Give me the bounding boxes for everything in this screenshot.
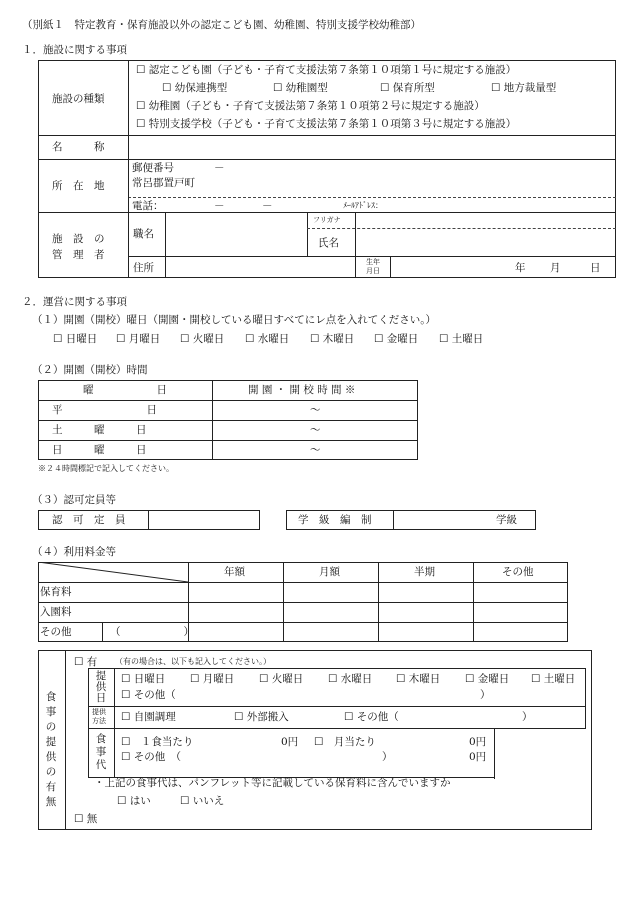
type-option-yochien[interactable]: ☐ 幼稚園（子ども・子育て支援法第７条第１０項第２号に規定する施設）: [136, 100, 485, 112]
hours-saturday-tilde[interactable]: ～: [310, 424, 321, 436]
postal-label: 郵便番号: [132, 162, 174, 174]
fee-col-halfyear: 半期: [414, 566, 435, 578]
address-label: 所 在 地: [52, 180, 105, 192]
birth-label-2: 月日: [366, 267, 380, 275]
hours-row-sunday: 日 曜 日: [52, 444, 147, 456]
meal-day-friday[interactable]: ☐ 金曜日: [465, 673, 510, 685]
manager-label-1: 施 設 の: [52, 233, 105, 245]
meal-per-meal[interactable]: ☐ １食当たり: [121, 736, 194, 748]
hours-row-weekday: 平 日: [52, 404, 157, 416]
fee-other-paren[interactable]: （ ）: [110, 626, 194, 638]
address-town: 常呂郡置戸町: [132, 177, 195, 189]
day-sunday[interactable]: ☐ 日曜日: [53, 333, 98, 345]
open-days-title: （１）開園（開校）曜日（開園・開校している曜日すべてにレ点を入れてください。）: [32, 314, 437, 326]
capacity-field[interactable]: [150, 512, 258, 528]
meal-day-monday[interactable]: ☐ 月曜日: [190, 673, 235, 685]
tel-dash-1: －: [214, 200, 225, 212]
meal-yes[interactable]: ☐ 有: [74, 656, 98, 668]
name-field[interactable]: [130, 140, 614, 156]
hours-note: ※２４時間標記で記入してください。: [38, 464, 174, 473]
fee-col-monthly: 月額: [319, 566, 340, 578]
hours-title: （２）開園（開校）時間: [32, 364, 148, 376]
section2-title: ２．運営に関する事項: [22, 296, 127, 308]
hours-weekday-tilde[interactable]: ～: [310, 404, 321, 416]
day-saturday[interactable]: ☐ 土曜日: [439, 333, 484, 345]
meal-cost-other-close: ）: [382, 751, 393, 763]
day-monday[interactable]: ☐ 月曜日: [116, 333, 161, 345]
meal-day-saturday[interactable]: ☐ 土曜日: [531, 673, 576, 685]
type-option-kodomoen[interactable]: ☐ 認定こども園（子ども・子育て支援法第７条第１０項第１号に規定する施設）: [136, 64, 517, 76]
fees-header-diagonal: [38, 562, 188, 582]
meal-per-month[interactable]: ☐ 月当たり: [314, 736, 376, 748]
meal-method-other-close: ）: [522, 711, 533, 723]
meal-cost-gap: [494, 729, 586, 779]
document-header: （別紙１ 特定教育・保育施設以外の認定こども園、幼稚園、特別支援学校幼稚部）: [22, 19, 421, 31]
subtype-chiho[interactable]: ☐ 地方裁量型: [491, 82, 557, 94]
birth-day: 日: [590, 262, 601, 274]
meal-included-yes[interactable]: ☐ はい: [117, 795, 151, 807]
meal-method-outside[interactable]: ☐ 外部搬入: [234, 711, 289, 723]
meal-cost-other-value: 0円: [469, 751, 487, 763]
fee-row-childcare: 保育料: [40, 586, 72, 598]
meal-label: 食事の提供の有無: [45, 691, 57, 808]
fees-title: （４）利用料金等: [32, 546, 116, 558]
meal-day-thursday[interactable]: ☐ 木曜日: [396, 673, 441, 685]
subtype-hoikusho[interactable]: ☐ 保育所型: [380, 82, 435, 94]
class-label: 学 級 編 制: [298, 514, 372, 526]
hours-sunday-tilde[interactable]: ～: [310, 444, 321, 456]
manager-label-2: 管 理 者: [52, 249, 105, 261]
meal-day-tuesday[interactable]: ☐ 火曜日: [259, 673, 304, 685]
meal-yes-note: （有の場合は、以下も記入してください。）: [115, 657, 271, 666]
postal-dash: －: [214, 162, 225, 174]
meal-day-other-close: ）: [480, 689, 491, 701]
subtype-yohoren[interactable]: ☐ 幼保連携型: [162, 82, 228, 94]
type-option-tokubetsu[interactable]: ☐ 特別支援学校（子ども・子育て支援法第７条第１０項第３号に規定する施設）: [136, 118, 517, 130]
meal-per-month-value: 0円: [469, 736, 487, 748]
day-thursday[interactable]: ☐ 木曜日: [310, 333, 355, 345]
meal-method-other[interactable]: ☐ その他（: [344, 711, 399, 723]
fee-col-other: その他: [502, 566, 534, 578]
tel-label: 電話：: [132, 200, 164, 212]
day-tuesday[interactable]: ☐ 火曜日: [180, 333, 225, 345]
meal-day-sunday[interactable]: ☐ 日曜日: [121, 673, 166, 685]
meal-method-self[interactable]: ☐ 自園調理: [121, 711, 176, 723]
birth-year: 年: [515, 262, 526, 274]
day-friday[interactable]: ☐ 金曜日: [374, 333, 419, 345]
hours-head-time: 開 園 ・ 開 校 時 間 ※: [248, 384, 356, 396]
meal-method-label-2: 方法: [92, 717, 106, 725]
class-unit: 学級: [496, 514, 517, 526]
furigana-label: フリガナ: [313, 216, 341, 224]
meal-day-label: 提供日: [95, 670, 107, 704]
birth-month: 月: [550, 262, 561, 274]
tel-dash-2: －: [262, 200, 273, 212]
birth-label-1: 生年: [366, 258, 380, 266]
fee-row-admission: 入園料: [40, 606, 72, 618]
day-wednesday[interactable]: ☐ 水曜日: [245, 333, 290, 345]
fee-row-other: その他: [40, 626, 72, 638]
hours-row-saturday: 土 曜 日: [52, 424, 147, 436]
meal-no[interactable]: ☐ 無: [74, 813, 98, 825]
meal-included-question: ・上記の食事代は、パンフレット等に記載している保育料に含んでいますか: [94, 777, 451, 789]
residence-label: 住所: [133, 262, 154, 274]
fullname-label: 氏名: [318, 237, 339, 249]
meal-day-other[interactable]: ☐ その他（: [121, 689, 176, 701]
meal-per-meal-value: 0円: [281, 736, 299, 748]
facility-type-label: 施設の種類: [52, 93, 105, 105]
meal-day-wednesday[interactable]: ☐ 水曜日: [328, 673, 373, 685]
hours-head-day: 曜 日: [83, 384, 167, 396]
meal-method-label-1: 提供: [92, 708, 106, 716]
email-label: ﾒｰﾙｱﾄﾞﾚｽ：: [343, 201, 383, 210]
fee-col-annual: 年額: [224, 566, 245, 578]
subtype-yochien[interactable]: ☐ 幼稚園型: [273, 82, 328, 94]
job-title-label: 職名: [133, 228, 154, 240]
meal-included-no[interactable]: ☐ いいえ: [180, 795, 225, 807]
capacity-label: 認 可 定 員: [52, 514, 126, 526]
capacity-title: （３）認可定員等: [32, 494, 116, 506]
meal-cost-label: 食事代: [95, 733, 107, 771]
name-label: 名 称: [52, 141, 105, 153]
section1-title: １．施設に関する事項: [22, 44, 127, 56]
meal-cost-other[interactable]: ☐ その他 （: [121, 751, 182, 763]
